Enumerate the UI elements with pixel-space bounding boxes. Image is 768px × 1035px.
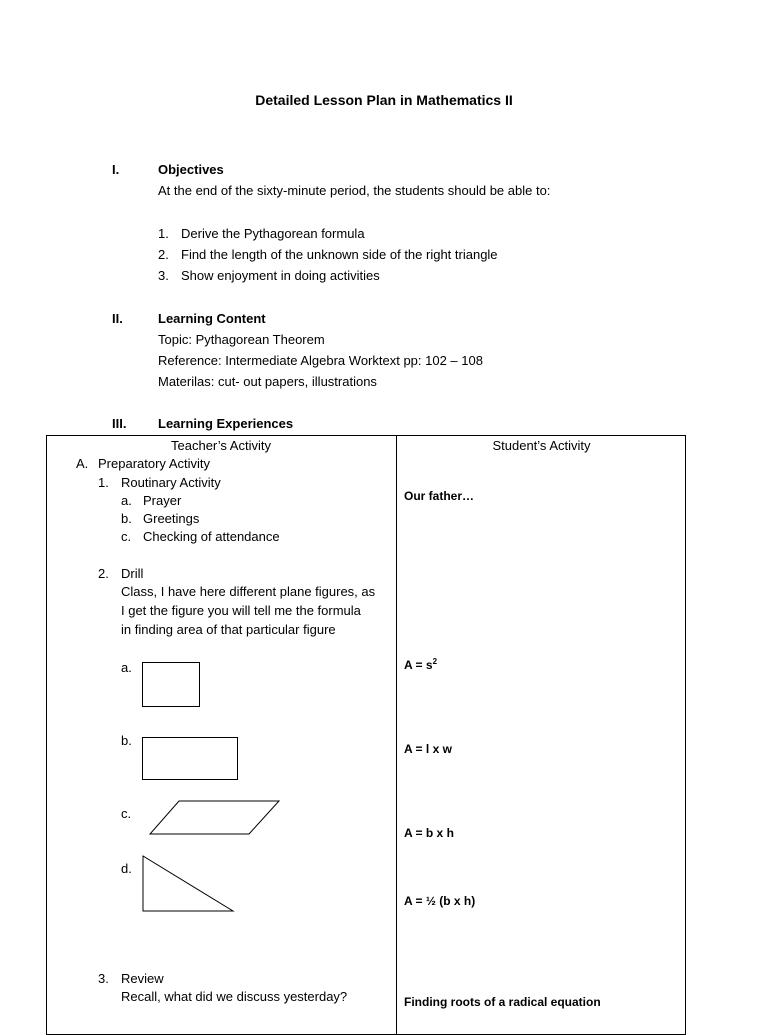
review-number: 3. bbox=[98, 971, 109, 986]
routinary-letter: c. bbox=[121, 529, 132, 544]
review-label: Review bbox=[121, 971, 164, 986]
routinary-item: Prayer bbox=[143, 493, 182, 508]
table-column-divider bbox=[396, 435, 397, 1035]
section-heading-objectives: Objectives bbox=[158, 162, 224, 177]
teacher-activity-header: Teacher’s Activity bbox=[171, 438, 271, 453]
review-question: Recall, what did we discuss yesterday? bbox=[121, 989, 348, 1004]
student-response-parallelogram: A = b x h bbox=[404, 826, 454, 840]
content-materials: Materilas: cut- out papers, illustrations bbox=[158, 374, 377, 389]
objective-item: Find the length of the unknown side of the right triangle bbox=[181, 247, 498, 262]
routinary-letter: b. bbox=[121, 511, 132, 526]
section-heading-content: Learning Content bbox=[158, 311, 266, 326]
drill-text-line: I get the figure you will tell me the formula bbox=[121, 603, 361, 618]
objective-number: 2. bbox=[158, 247, 169, 262]
page-title: Detailed Lesson Plan in Mathematics II bbox=[255, 92, 513, 108]
prep-label: Preparatory Activity bbox=[98, 456, 210, 471]
figure-letter: d. bbox=[121, 861, 132, 876]
objective-number: 3. bbox=[158, 268, 169, 283]
drill-text-line: Class, I have here different plane figures, as bbox=[121, 584, 376, 599]
student-response-triangle: A = ½ (b x h) bbox=[404, 894, 476, 908]
figure-letter: c. bbox=[121, 806, 132, 821]
drill-text-line: in finding area of that particular figure bbox=[121, 622, 336, 637]
activity-table bbox=[46, 435, 686, 1035]
section-numeral-content: II. bbox=[112, 311, 123, 326]
objective-item: Show enjoyment in doing activities bbox=[181, 268, 380, 283]
section-numeral-experiences: III. bbox=[112, 416, 127, 431]
student-response-square bbox=[404, 657, 437, 672]
square-figure bbox=[142, 662, 202, 708]
parallelogram-figure bbox=[149, 800, 281, 836]
section-heading-experiences: Learning Experiences bbox=[158, 416, 294, 431]
figure-letter: a. bbox=[121, 660, 132, 675]
figure-letter: b. bbox=[121, 733, 132, 748]
student-response-review: Finding roots of a radical equation bbox=[404, 995, 601, 1009]
drill-label: Drill bbox=[121, 566, 144, 581]
rectangle-figure bbox=[142, 737, 240, 781]
objectives-intro: At the end of the sixty-minute period, the students should be able to: bbox=[158, 183, 551, 198]
objective-number: 1. bbox=[158, 226, 169, 241]
content-reference: Reference: Intermediate Algebra Worktext pp: 102 – 108 bbox=[158, 353, 483, 368]
routinary-letter: a. bbox=[121, 493, 132, 508]
objective-item: Derive the Pythagorean formula bbox=[181, 226, 365, 241]
right-triangle-figure bbox=[142, 855, 236, 913]
student-response-rectangle: A = l x w bbox=[404, 742, 452, 756]
drill-number: 2. bbox=[98, 566, 109, 581]
square-formula-base: A = s bbox=[404, 658, 433, 672]
routinary-item: Checking of attendance bbox=[143, 529, 280, 544]
student-response-prayer: Our father… bbox=[404, 489, 475, 503]
square-formula-exponent: 2 bbox=[432, 657, 438, 666]
routinary-number: 1. bbox=[98, 475, 109, 490]
prep-letter: A. bbox=[76, 456, 89, 471]
content-topic: Topic: Pythagorean Theorem bbox=[158, 332, 325, 347]
section-numeral-objectives: I. bbox=[112, 162, 120, 177]
routinary-label: Routinary Activity bbox=[121, 475, 221, 490]
student-activity-header: Student’s Activity bbox=[492, 438, 591, 453]
routinary-item: Greetings bbox=[143, 511, 200, 526]
